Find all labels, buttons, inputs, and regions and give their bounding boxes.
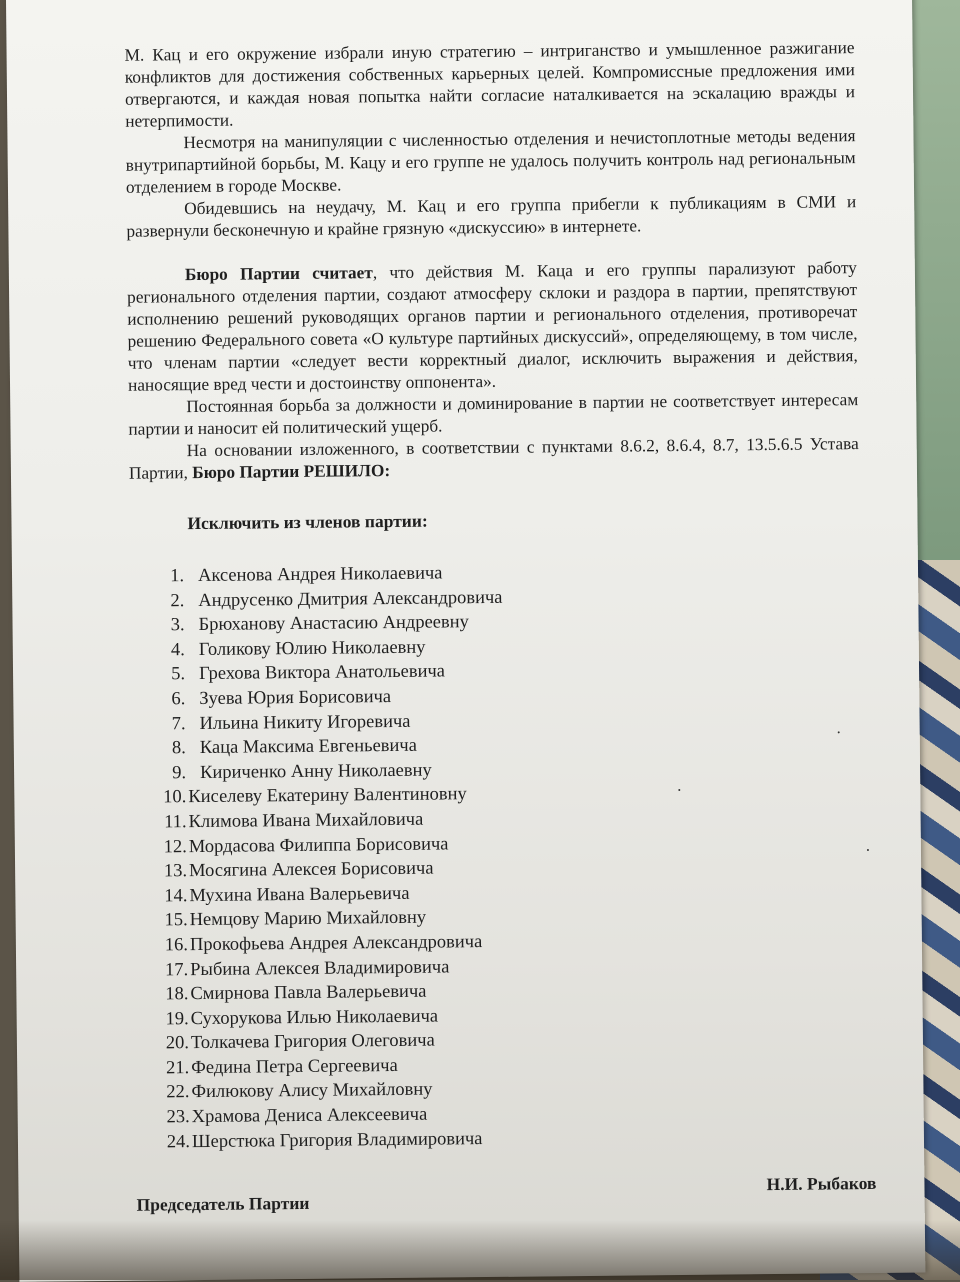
list-item-name: Кириченко Анну Николаевну bbox=[199, 760, 432, 783]
photo-shadow bbox=[0, 1220, 960, 1280]
document-body bbox=[124, 37, 866, 1155]
basis-text: На основании изложенного, в соответствии с пунктами 8.6.2, 8.6.4, 8.7, 13.5.6.5 Устава Партии, bbox=[128, 434, 859, 483]
list-item-name: Климова Ивана Михайловича bbox=[188, 809, 424, 833]
list-item-name: Каца Максима Евгеньевича bbox=[199, 735, 418, 759]
list-item-name: Толкачева Григория Олеговича bbox=[190, 1030, 435, 1054]
list-item-name: Филюкову Алису Михайловну bbox=[191, 1080, 433, 1103]
list-item-name: Ильина Никиту Игоревича bbox=[199, 711, 411, 734]
list-item-name: Федина Петра Сергеевича bbox=[191, 1055, 398, 1078]
list-item-name: Прокофьева Андрея Александровича bbox=[189, 931, 483, 956]
paragraph-struggle: Постоянная борьба за должности и доминирование в партии не соответствует интересам партии и наносит ей политический ущерб. bbox=[128, 390, 859, 439]
list-item-name: Голикову Юлию Николаевну bbox=[198, 637, 426, 660]
member-list bbox=[130, 557, 866, 1155]
list-item-name: Аксенова Андрея Николаевича bbox=[197, 563, 443, 587]
list-item-number: 11. bbox=[164, 812, 187, 833]
list-item-number: 5. bbox=[171, 664, 186, 685]
list-item-number: 6. bbox=[171, 689, 186, 710]
list-item-number: 20. bbox=[165, 1033, 190, 1054]
list-item-number: 13. bbox=[163, 861, 188, 882]
paragraph-manipulation: Несмотря на манипуляции с численностью отделения и нечистоплотные методы ведения внутрипартийной борьбы, М. Кацу и его группе не удалось получить контроль над региональным отделением в городе Москве. bbox=[125, 126, 856, 197]
signature-block bbox=[136, 1172, 877, 1216]
paper-speck bbox=[678, 789, 680, 791]
list-item-number: 22. bbox=[166, 1082, 190, 1103]
decision-heading: Исключить из членов партии: bbox=[187, 510, 428, 534]
list-item-name: Грехова Виктора Анатольевича bbox=[198, 661, 446, 685]
paragraph-media: Обидевшись на неудачу, М. Кац и его группа прибегли к публикациям в СМИ и развернули бесконечную и крайне грязную «дискуссию» в интернете. bbox=[126, 192, 857, 241]
signature-title: Председатель Партии bbox=[136, 1192, 310, 1215]
list-item-name: Шерстюка Григория Владимировича bbox=[191, 1128, 483, 1152]
paper-speck bbox=[867, 849, 869, 851]
list-item-number: 7. bbox=[171, 713, 186, 734]
list-item-number: 15. bbox=[164, 910, 188, 931]
signature-name: Н.И. Рыбаков bbox=[766, 1172, 877, 1195]
list-item-name: Киселеву Екатерину Валентиновну bbox=[188, 784, 467, 808]
list-item-name: Мухина Ивана Валерьевича bbox=[189, 883, 410, 906]
list-item-number: 12. bbox=[163, 836, 187, 857]
paragraph-basis bbox=[129, 433, 859, 485]
list-item-number: 18. bbox=[165, 984, 189, 1005]
list-item-name: Мосягина Алексея Борисовича bbox=[189, 858, 434, 882]
list-item-number: 14. bbox=[164, 885, 188, 907]
list-item-number: 8. bbox=[171, 738, 186, 759]
list-item-name: Храмова Дениса Алексеевича bbox=[191, 1104, 428, 1128]
list-item-number: 1. bbox=[170, 566, 185, 587]
list-item-number: 19. bbox=[165, 1008, 189, 1030]
list-item-number: 16. bbox=[164, 935, 189, 956]
list-item-name: Рыбина Алексея Владимировича bbox=[190, 956, 450, 980]
bureau-lead: Бюро Партии считает bbox=[184, 263, 373, 285]
list-item-name: Андрусенко Дмитрия Александровича bbox=[198, 587, 503, 611]
list-item-name: Брюханову Анастасию Андреевну bbox=[198, 612, 469, 636]
paper-speck bbox=[838, 731, 840, 733]
list-item-name: Мордасова Филиппа Борисовича bbox=[188, 833, 449, 857]
document-page bbox=[6, 0, 925, 1282]
list-item-number: 21. bbox=[165, 1058, 190, 1079]
list-item-name: Немцову Марию Михайловну bbox=[189, 907, 427, 931]
paragraph-bureau bbox=[127, 257, 858, 397]
list-item-name: Сухорукова Илью Николаевича bbox=[190, 1006, 439, 1029]
list-item-number: 17. bbox=[164, 959, 189, 980]
list-item-number: 24. bbox=[166, 1131, 191, 1153]
bureau-text: , что действия М. Каца и его группы парализуют работу регионального отделения партии, создают атмосферу склоки и раздора в партии, препятствуют исполнению решений руководящих органов партии и регионального отделения, противоречат решению Федерального совета «О культуре партийных дискуссий», определяющему, в том числе, что членам партии «следует вести корректный диалог, исключить выражения и действия, наносящие вред чести и достоинству оппонента». bbox=[127, 258, 858, 395]
list-item-number: 2. bbox=[170, 590, 185, 611]
list-item-name: Зуева Юрия Борисовича bbox=[199, 686, 392, 709]
list-item-name: Смирнова Павла Валерьевича bbox=[190, 981, 427, 1005]
list-item-number: 9. bbox=[172, 762, 187, 784]
list-item-number: 23. bbox=[166, 1107, 190, 1128]
basis-decision: Бюро Партии РЕШИЛО: bbox=[192, 461, 391, 483]
list-item-number: 10. bbox=[163, 787, 187, 808]
list-item-number: 3. bbox=[170, 615, 185, 636]
list-item-number: 4. bbox=[170, 639, 185, 661]
paragraph-strategy: М. Кац и его окружение избрали иную стратегию – интриганство и умышленное разжигание конфликтов для достижения собственных карьерных целей. Компромиссные предложения ими отвергаются, и каждая новая попытка найти согласие наталкивается на эскалацию вражды и нетерпимости. bbox=[124, 38, 856, 131]
